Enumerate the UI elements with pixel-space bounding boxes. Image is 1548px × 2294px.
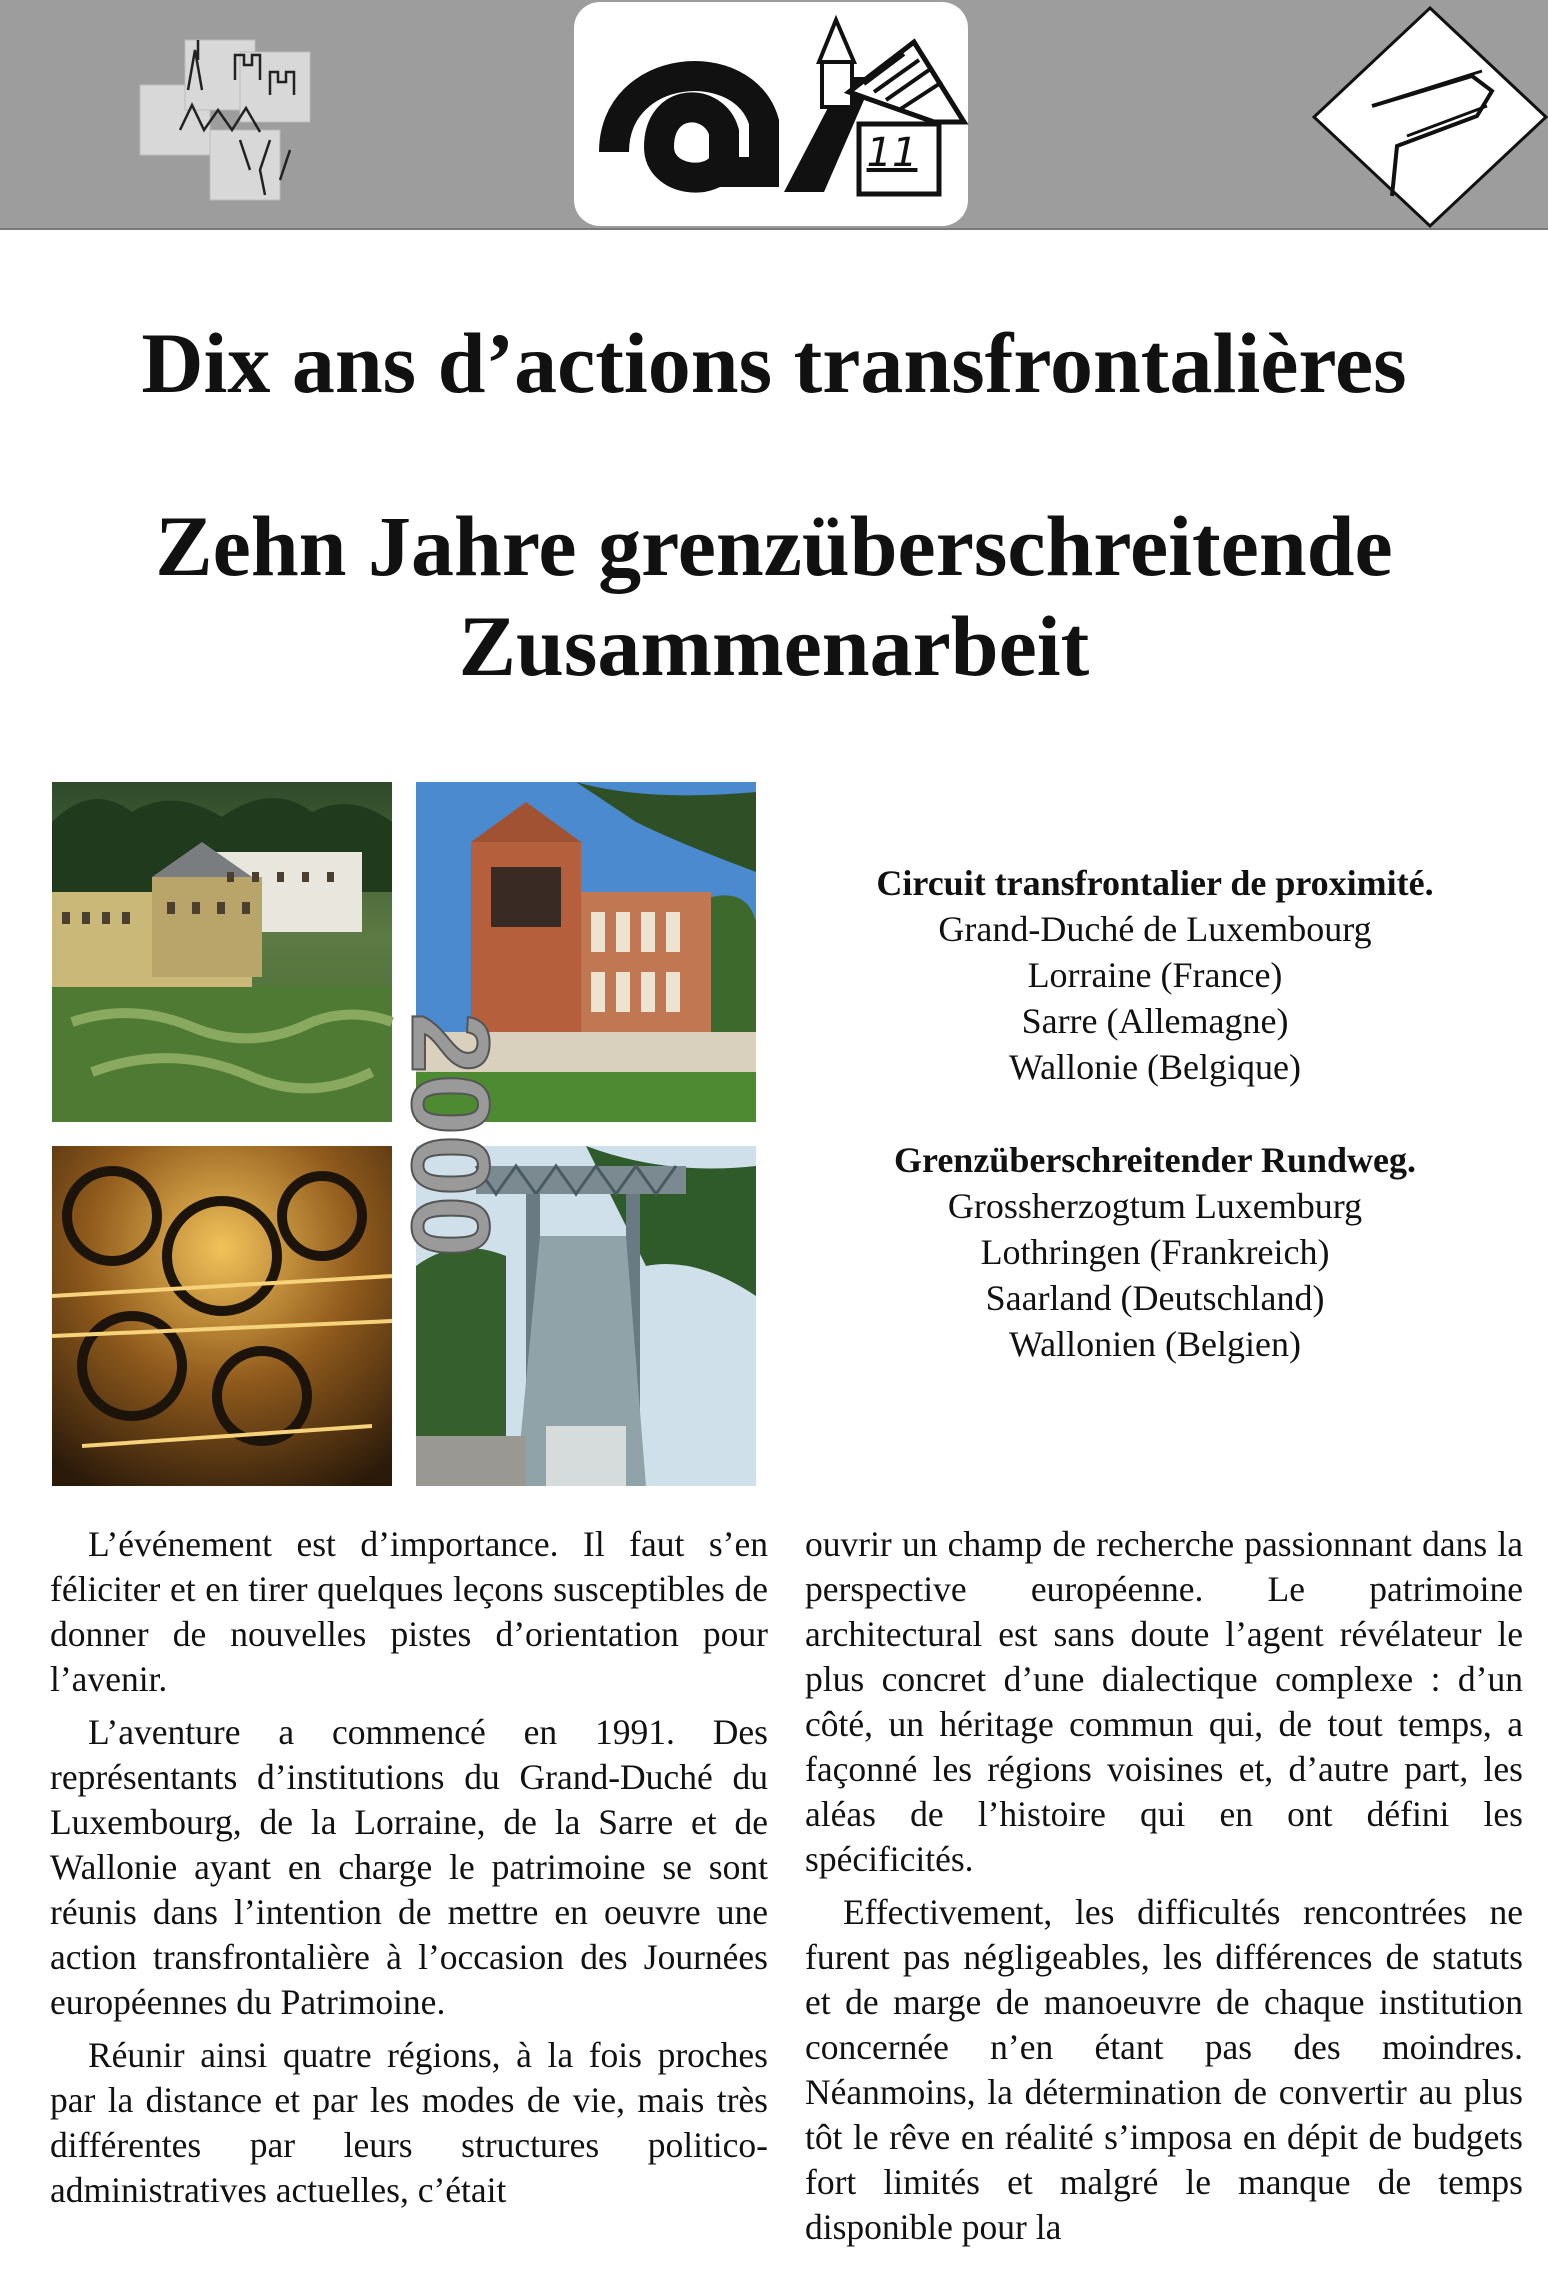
body-column-left xyxy=(50,1522,768,2221)
title-german-line2: Zusammenarbeit xyxy=(458,598,1090,694)
banner-divider xyxy=(0,228,1548,230)
logo-number: 11 xyxy=(866,130,918,176)
caption-french xyxy=(790,860,1520,1090)
castle-outline-icon xyxy=(140,20,330,210)
caption-line: Saarland (Deutschland) xyxy=(985,1278,1325,1318)
photo-castle-gardens xyxy=(52,782,392,1122)
brand-logo-box xyxy=(574,2,968,226)
year-text: 2000 xyxy=(388,1012,512,1258)
caption-german-title: Grenzüberschreitender Rundweg. xyxy=(894,1140,1416,1180)
title-german xyxy=(0,496,1548,696)
caption-line: Wallonie (Belgique) xyxy=(1008,1047,1301,1087)
header-banner xyxy=(0,0,1548,228)
caption-line: Lothringen (Frankreich) xyxy=(980,1232,1330,1272)
body-column-right xyxy=(805,1522,1523,2258)
caption-french-title: Circuit transfrontalier de proximité. xyxy=(876,863,1434,903)
road-sign-icon xyxy=(1312,6,1548,228)
caption-line: Sarre (Allemagne) xyxy=(1021,1001,1289,1041)
year-2000-overlay xyxy=(388,925,512,1345)
body-paragraph: Réunir ainsi quatre régions, à la fois proches par la distance et par les modes de vie, mais très différentes par leurs structures politico-administratives actuelles, c’était xyxy=(50,2035,768,2210)
body-paragraph: L’événement est d’importance. Il faut s’en féliciter et en tirer quelques leçons susceptibles de donner de nouvelles pistes d’orientation pour l’avenir. xyxy=(50,1524,768,1699)
body-paragraph: ouvrir un champ de recherche passionnant dans la perspective européenne. Le patrimoine architectural est sans doute l’agent révélateur le plus concret d’une dialectique complexe : d’un côté, un héritage commun qui, de tout temps, a façonné les régions voisines et, d’autre part, les aléas de l’histoire qui en ont défini les spécificités. xyxy=(805,1524,1523,1879)
title-german-line1: Zehn Jahre grenzüberschreitende xyxy=(155,498,1393,594)
caption-line: Grand-Duché de Luxembourg xyxy=(938,909,1372,949)
body-paragraph: Effectivement, les difficultés rencontrées ne furent pas négligeables, les différences de statuts et de marge de manoeuvre de chaque institution concernée n’en étant pas des moindres. Néanmoins, la détermination de convertir au plus tôt le rêve en réalité s’imposa en dépit de budgets fort limités et malgré le manque de temps disponible pour la xyxy=(805,1892,1523,2247)
title-french: Dix ans d’actions transfrontalières xyxy=(141,315,1407,411)
caption-line: Wallonien (Belgien) xyxy=(1008,1324,1301,1364)
caption-line: Grossherzogtum Luxemburg xyxy=(947,1186,1363,1226)
caption-german xyxy=(790,1137,1520,1367)
av-house-logo-icon xyxy=(574,2,968,226)
caption-line: Lorraine (France) xyxy=(1027,955,1283,995)
photo-machinery xyxy=(52,1146,392,1486)
body-paragraph: L’aventure a commencé en 1991. Des représentants d’institutions du Grand-Duché du Luxembourg, de la Lorraine, de la Sarre et de Wallonie ayant en charge le patrimoine se sont réunis dans l’intention de mettre en oeuvre une action transfrontalière à l’occasion des Journées européennes du Patrimoine. xyxy=(50,1712,768,2022)
